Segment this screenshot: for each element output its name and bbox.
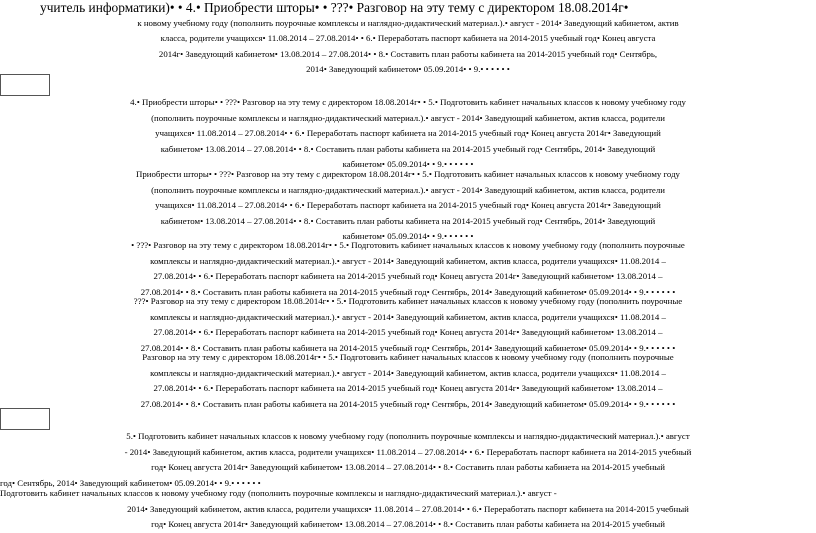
text-line: 27.08.2014• • 8.• Составить план работы кабинета на 2014-2015 учебный год• Сентябрь, 2014• Заведующий кабинетом• 05.09.2014• • 9.• • • • • • bbox=[140, 398, 676, 409]
text-line: учащихся• 11.08.2014 – 27.08.2014• • 6.• Переработать паспорт кабинета на 2014-2015 учебный год• Конец августа 2014г• Заведующий bbox=[155, 200, 661, 211]
text-line: к новому учебному году (пополнить поурочные комплексы и наглядно-дидактический материал.).• август - 2014• Заведующий кабинетом, актив bbox=[137, 17, 679, 28]
text-line: кабинетом• 05.09.2014• • 9.• • • • • • bbox=[342, 159, 474, 170]
text-line: год• Конец августа 2014г• Заведующий кабинетом• 13.08.2014 – 27.08.2014• • 8.• Составить план работы кабинета на 2014-2015 учебный bbox=[151, 462, 665, 473]
text-line: учитель информатики)• • 4.• Приобрести шторы• • ???• Разговор на эту тему с директором 18.08.2014г• bbox=[40, 0, 629, 15]
text-block-2 bbox=[0, 95, 816, 173]
text-block-5 bbox=[0, 294, 816, 356]
text-line: 4.• Приобрести шторы• • ???• Разговор на эту тему с директором 18.08.2014г• • 5.• Подготовить кабинет начальных классов к новому учебному году bbox=[130, 97, 686, 107]
text-line: комплексы и наглядно-дидактический материал.).• август - 2014• Заведующий кабинетом, актив класса, родители учащихся• 11.08.2014 – bbox=[150, 311, 666, 322]
text-line: кабинетом• 13.08.2014 – 27.08.2014• • 8.• Составить план работы кабинета на 2014-2015 учебный год• Сентябрь, 2014• Заведующий bbox=[160, 215, 656, 226]
text-line: 27.08.2014• • 8.• Составить план работы кабинета на 2014-2015 учебный год• Сентябрь, 2014• Заведующий кабинетом• 05.09.2014• • 9.• • • • • • bbox=[140, 286, 676, 297]
text-block-3 bbox=[0, 167, 816, 245]
text-line: 2014• Заведующий кабинетом, актив класса, родители учащихся• 11.08.2014 – 27.08.2014• • 6.• Переработать паспорт кабинета на 2014-2015 учебный bbox=[127, 503, 689, 514]
text-line: год• Сентябрь, 2014• Заведующий кабинетом• 05.09.2014• • 9.• • • • • • bbox=[0, 477, 261, 488]
text-line: • ???• Разговор на эту тему с директором 18.08.2014г• • 5.• Подготовить кабинет начальных классов к новому учебному году (пополнить поурочные bbox=[131, 240, 685, 250]
text-line: комплексы и наглядно-дидактический материал.).• август - 2014• Заведующий кабинетом, актив класса, родители учащихся• 11.08.2014 – bbox=[150, 367, 666, 378]
empty-cell-frame bbox=[0, 408, 50, 430]
text-line: класса, родители учащихся• 11.08.2014 – 27.08.2014• • 6.• Переработать паспорт кабинета на 2014-2015 учебный год• Конец августа bbox=[160, 33, 656, 44]
text-line: учащихся• 11.08.2014 – 27.08.2014• • 6.• Переработать паспорт кабинета на 2014-2015 учебный год• Конец августа 2014г• Заведующий bbox=[155, 128, 661, 139]
text-line: (пополнить поурочные комплексы и наглядно-дидактический материал.).• август - 2014• Заведующий кабинетом, актив класса, родители bbox=[151, 112, 665, 123]
text-block-7 bbox=[0, 429, 816, 491]
text-line: - 2014• Заведующий кабинетом, актив класса, родители учащихся• 11.08.2014 – 27.08.2014• • 6.• Переработать паспорт кабинета на 2014-2015 учебный bbox=[124, 446, 692, 457]
text-line: 27.08.2014• • 6.• Переработать паспорт кабинета на 2014-2015 учебный год• Конец августа 2014г• Заведующий кабинетом• 13.08.2014 – bbox=[153, 271, 663, 282]
text-line: 5.• Подготовить кабинет начальных классов к новому учебному году (пополнить поурочные комплексы и наглядно-дидактический материал.).• август bbox=[126, 431, 690, 441]
text-line: 2014• Заведующий кабинетом• 05.09.2014• • 9.• • • • • • bbox=[306, 64, 510, 75]
empty-cell-frame bbox=[0, 74, 50, 96]
text-line: комплексы и наглядно-дидактический материал.).• август - 2014• Заведующий кабинетом, актив класса, родители учащихся• 11.08.2014 – bbox=[150, 255, 666, 266]
text-line: год• Конец августа 2014г• Заведующий кабинетом• 13.08.2014 – 27.08.2014• • 8.• Составить план работы кабинета на 2014-2015 учебный bbox=[151, 519, 665, 530]
text-block-6 bbox=[0, 350, 816, 412]
text-line: кабинетом• 13.08.2014 – 27.08.2014• • 8.• Составить план работы кабинета на 2014-2015 учебный год• Сентябрь, 2014• Заведующий bbox=[160, 143, 656, 154]
text-line: Приобрести шторы• • ???• Разговор на эту тему с директором 18.08.2014г• • 5.• Подготовить кабинет начальных классов к новому учебному году bbox=[136, 169, 680, 179]
text-block-4 bbox=[0, 238, 816, 300]
text-block-1 bbox=[0, 0, 816, 78]
text-line: (пополнить поурочные комплексы и наглядно-дидактический материал.).• август - 2014• Заведующий кабинетом, актив класса, родители bbox=[151, 184, 665, 195]
text-line: 27.08.2014• • 6.• Переработать паспорт кабинета на 2014-2015 учебный год• Конец августа 2014г• Заведующий кабинетом• 13.08.2014 – bbox=[153, 327, 663, 338]
text-line: 27.08.2014• • 6.• Переработать паспорт кабинета на 2014-2015 учебный год• Конец августа 2014г• Заведующий кабинетом• 13.08.2014 – bbox=[153, 383, 663, 394]
text-block-8 bbox=[0, 486, 816, 533]
text-line: 27.08.2014• • 8.• Составить план работы кабинета на 2014-2015 учебный год• Сентябрь, 2014• Заведующий кабинетом• 05.09.2014• • 9.• • • • • • bbox=[140, 342, 676, 353]
text-line: кабинетом• 05.09.2014• • 9.• • • • • • bbox=[342, 231, 474, 242]
text-line: 2014г• Заведующий кабинетом• 13.08.2014 – 27.08.2014• • 8.• Составить план работы кабинета на 2014-2015 учебный год• Сентябрь, bbox=[158, 48, 658, 59]
text-line: Подготовить кабинет начальных классов к новому учебному году (пополнить поурочные комплексы и наглядно-дидактический материал.).• август - bbox=[0, 488, 557, 498]
text-line: ???• Разговор на эту тему с директором 18.08.2014г• • 5.• Подготовить кабинет начальных классов к новому учебному году (пополнить поурочные bbox=[133, 296, 683, 306]
text-line: Разговор на эту тему с директором 18.08.2014г• • 5.• Подготовить кабинет начальных классов к новому учебному году (пополнить поурочные bbox=[142, 352, 674, 362]
